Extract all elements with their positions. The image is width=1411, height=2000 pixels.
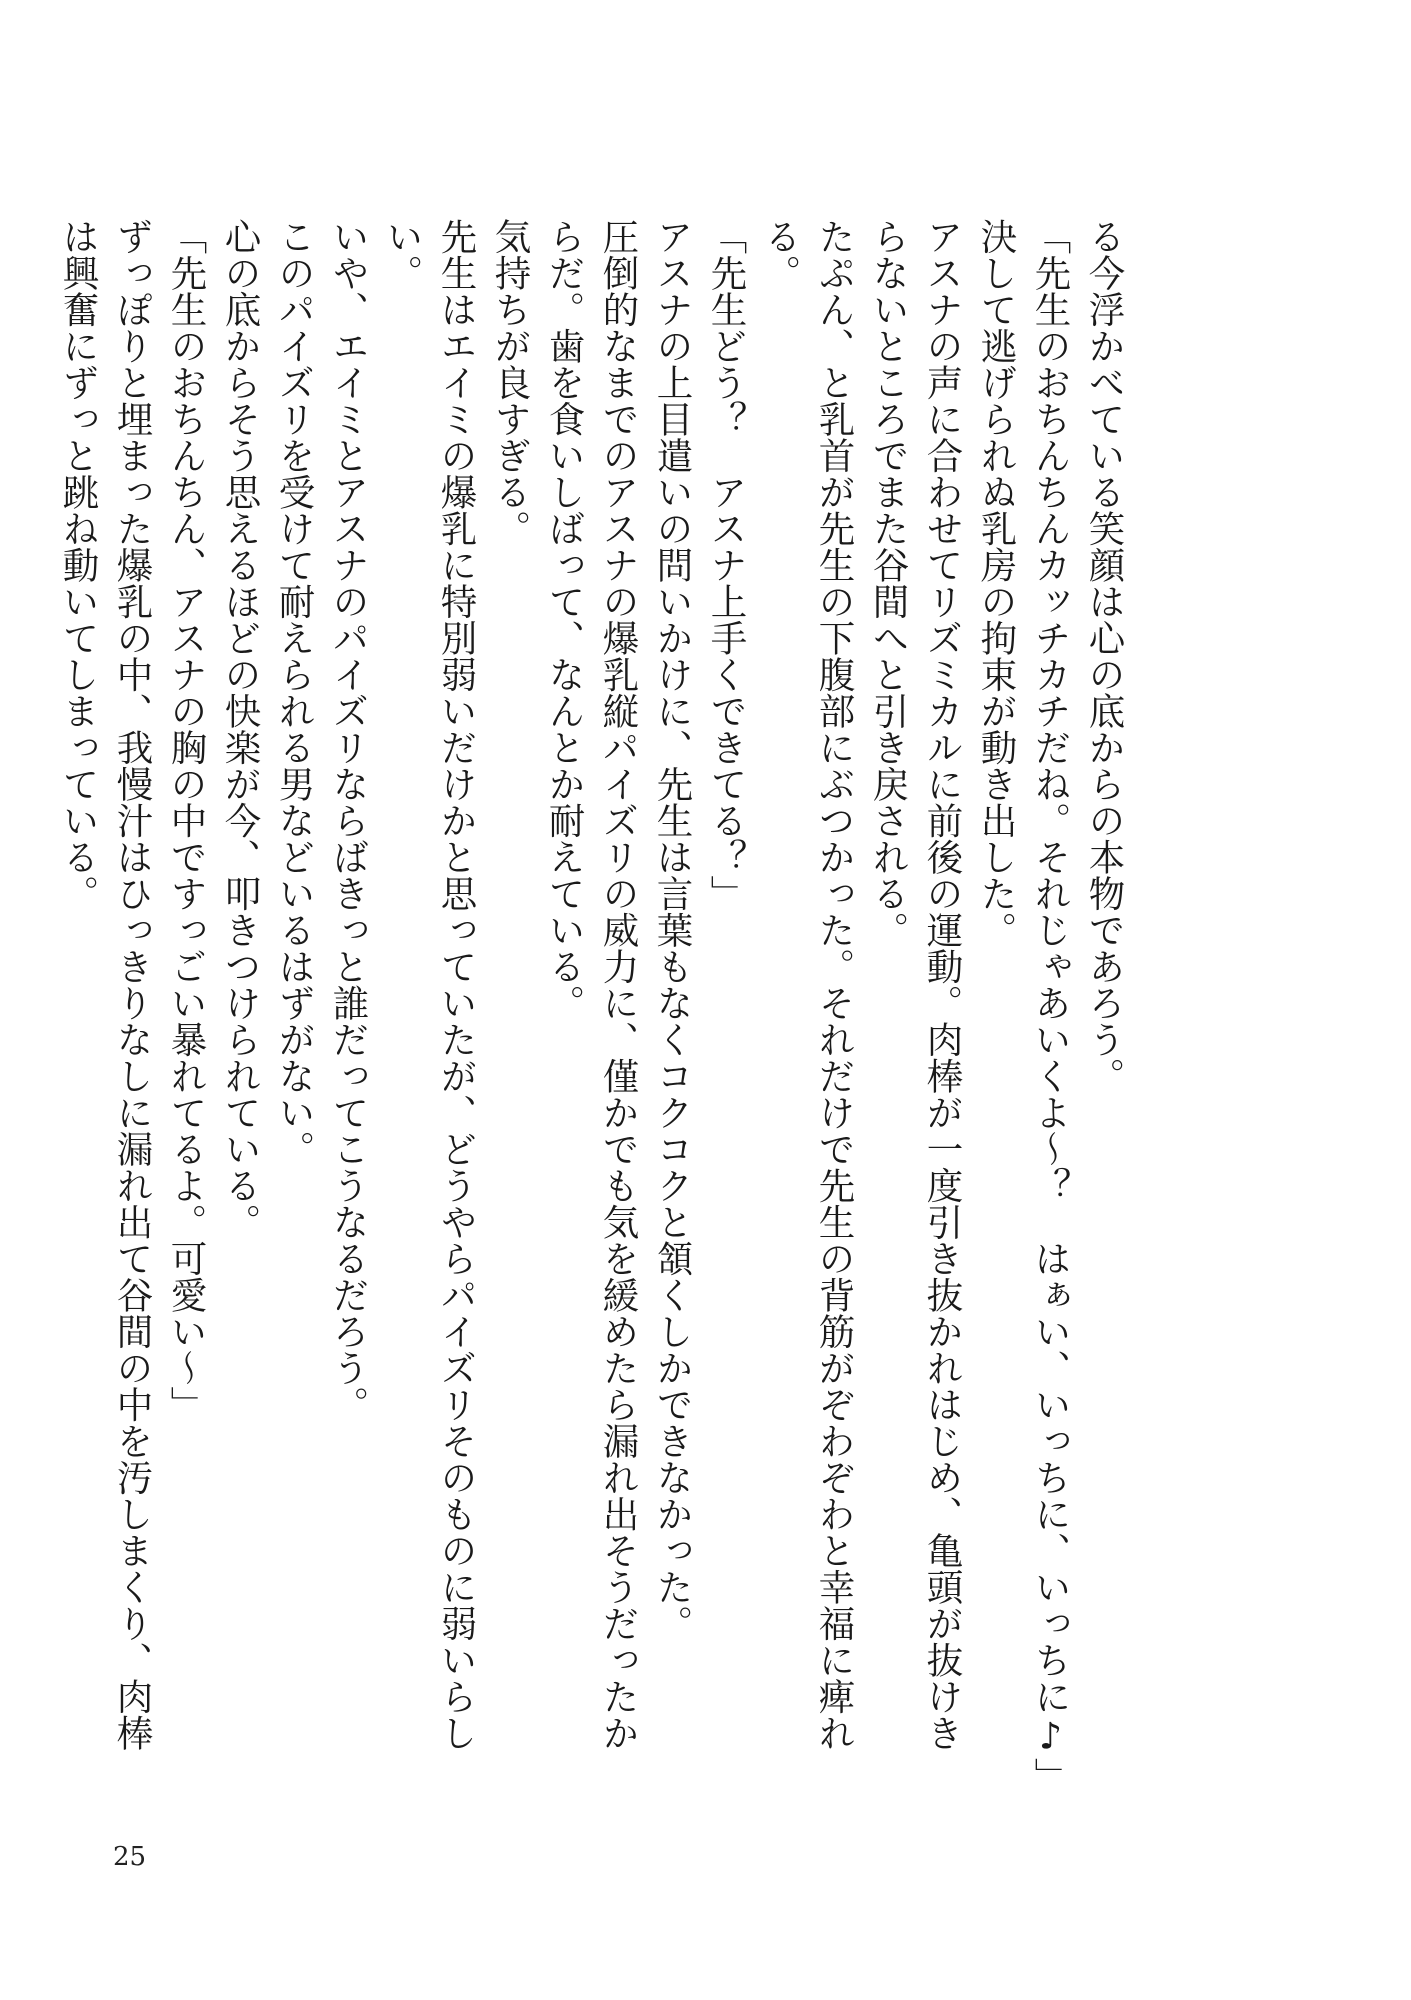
text-line: らないところでまた谷間へと引き戻される。 [867, 218, 910, 948]
text-line: る。 [759, 218, 802, 291]
text-line: 先生はエイミの爆乳に特別弱いだけかと思っていたが、どうやらパイズリそのものに弱いらし [435, 218, 478, 1751]
text-line: る今浮かべている笑顔は心の底からの本物であろう。 [1083, 218, 1126, 1094]
text-line: 心の底からそう思えるほどの快楽が今、叩きつけられている。 [219, 218, 262, 1240]
text-line: い。 [381, 218, 424, 291]
text-line: 「先生どう？ アスナ上手くできてる？」 [705, 218, 748, 912]
text-line: 気持ちが良すぎる。 [489, 218, 532, 547]
text-line: は興奮にずっと跳ね動いてしまっている。 [57, 218, 100, 912]
text-line: 「先生のおちんちんカッチカチだね。それじゃあいくよ～？ はぁい、いっちに、いっちに♪」 [1029, 218, 1072, 1794]
text-line: ずっぽりと埋まった爆乳の中、我慢汁はひっきりなしに漏れ出て谷間の中を汚しまくり、肉棒 [111, 218, 154, 1751]
text-line: アスナの声に合わせてリズミカルに前後の運動。肉棒が一度引き抜かれはじめ、亀頭が抜けき [921, 218, 964, 1751]
text-line: らだ。歯を食いしばって、なんとか耐えている。 [543, 218, 586, 1021]
page-number: 25 [113, 1842, 147, 1872]
text-line: 圧倒的なまでのアスナの爆乳縦パイズリの威力に、僅かでも気を緩めたら漏れ出そうだったか [597, 218, 640, 1751]
vertical-text-body [51, 218, 1131, 1818]
text-line: いや、エイミとアスナのパイズリならばきっと誰だってこうなるだろう。 [327, 218, 370, 1423]
text-line: アスナの上目遣いの問いかけに、先生は言葉もなくコクコクと頷くしかできなかった。 [651, 218, 694, 1642]
text-line: たぷん、と乳首が先生の下腹部にぶつかった。それだけで先生の背筋がぞわぞわと幸福に痺れ [813, 218, 856, 1751]
text-line: このパイズリを受けて耐えられる男などいるはずがない。 [273, 218, 316, 1167]
text-line: 「先生のおちんちん、アスナの胸の中ですっごい暴れてるよ。可愛い～」 [165, 218, 208, 1423]
text-line: 決して逃げられぬ乳房の拘束が動き出した。 [975, 218, 1018, 948]
